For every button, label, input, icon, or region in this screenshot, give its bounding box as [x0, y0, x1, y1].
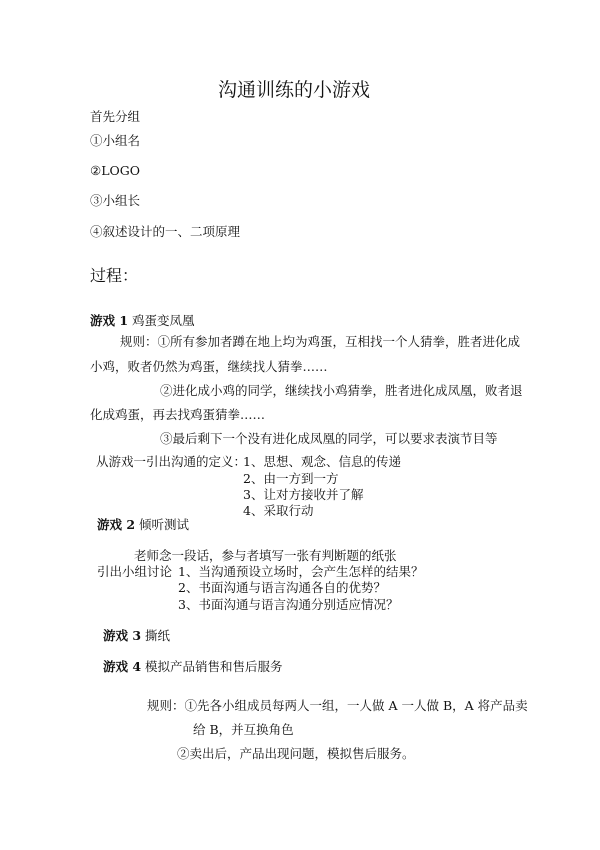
game1-heading [90, 313, 195, 329]
intro-item-logo: ②LOGO [90, 163, 140, 178]
process-heading: 过程： [90, 266, 139, 285]
discussion-question-2: 2、书面沟通与语言沟通各自的优势？ [178, 580, 386, 595]
intro-item-group-name: ①小组名 [90, 133, 141, 148]
game4-rule1-line2: 给 B，并互换角色 [193, 722, 294, 737]
discussion-question-3: 3、书面沟通与语言沟通分别适应情况？ [178, 597, 399, 612]
game4-rule1-line1: 规则：①先各小组成员每两人一组，一人做 A 一人做 B，A 将产品卖 [147, 698, 528, 713]
definition-item-3: 3、让对方接收并了解 [243, 487, 364, 502]
definition-lead: 从游戏一引出沟通的定义： [96, 454, 247, 469]
game3-heading [103, 628, 170, 644]
game3-label: 游戏 3 [103, 628, 142, 643]
game4-rule2: ②卖出后，产品出现问题，模拟售后服务。 [177, 746, 415, 761]
definition-item-4: 4、采取行动 [243, 503, 314, 518]
intro-item-principles: ④叙述设计的一、二项原理 [90, 224, 241, 239]
game2-name: 倾听测试 [139, 517, 190, 532]
game3-name: 撕纸 [145, 628, 171, 643]
game1-rule2-line1: ②进化成小鸡的同学，继续找小鸡猜拳，胜者进化成凤凰，败者退 [160, 383, 523, 398]
game4-label: 游戏 4 [103, 659, 142, 674]
definition-item-1: 1、思想、观念、信息的传递 [243, 454, 401, 469]
discussion-lead: 引出小组讨论 [97, 564, 173, 579]
game1-rule2-line2: 化成鸡蛋，再去找鸡蛋猜拳…… [90, 407, 266, 422]
game2-label: 游戏 2 [97, 517, 136, 532]
intro-item-leader: ③小组长 [90, 193, 141, 208]
game2-description: 老师念一段话，参与者填写一张有判断题的纸张 [134, 548, 397, 563]
game1-rule1-line1: 规则：①所有参加者蹲在地上均为鸡蛋，互相找一个人猜拳，胜者进化成 [120, 334, 521, 349]
game2-heading [97, 517, 189, 533]
game1-name: 鸡蛋变凤凰 [132, 313, 195, 328]
game4-name: 模拟产品销售和售后服务 [145, 659, 283, 674]
game1-rule1-line2: 小鸡，败者仍然为鸡蛋，继续找人猜拳…… [90, 359, 328, 374]
game1-rule3: ③最后剩下一个没有进化成凤凰的同学，可以要求表演节目等 [160, 431, 498, 446]
game4-heading [103, 659, 283, 675]
game1-label: 游戏 1 [90, 313, 129, 328]
definition-item-2: 2、由一方到一方 [243, 471, 339, 486]
discussion-question-1: 1、当沟通预设立场时，会产生怎样的结果？ [178, 564, 424, 579]
document-title: 沟通训练的小游戏 [218, 79, 371, 101]
intro-heading: 首先分组 [90, 109, 141, 124]
